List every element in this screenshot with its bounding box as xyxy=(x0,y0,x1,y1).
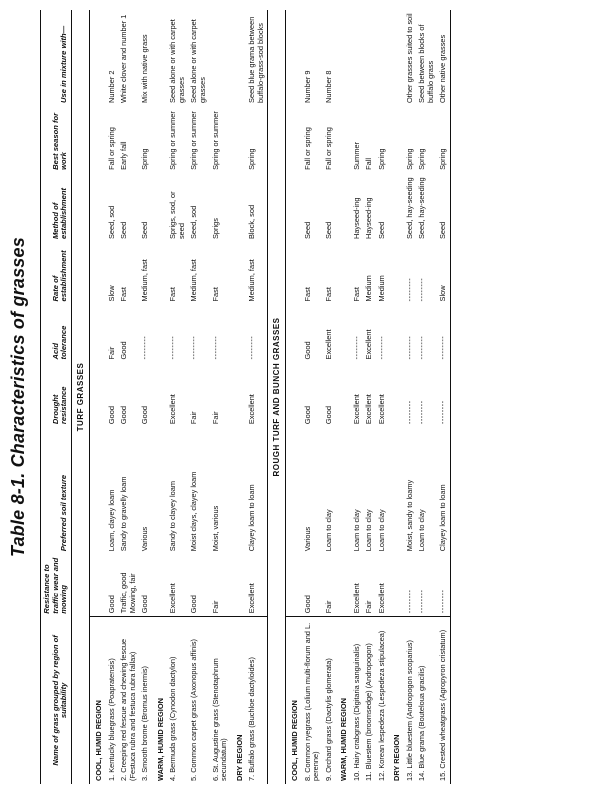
cell-traffic: Excellent xyxy=(376,583,386,614)
col-header-season: Best season for work xyxy=(41,106,72,173)
cell-acid: -------- xyxy=(210,335,220,360)
cell-acid: Good xyxy=(302,341,312,360)
table-row xyxy=(118,10,139,784)
col-header-soil: Preferred soil texture xyxy=(41,427,72,554)
region-row xyxy=(231,10,247,784)
table-row xyxy=(210,10,231,784)
table-row xyxy=(437,10,450,784)
table-row xyxy=(139,10,152,784)
cell-season: Fall xyxy=(364,157,374,170)
cell-rate: Fast xyxy=(302,287,312,302)
cell-traffic: -------- xyxy=(417,589,427,614)
cell-drought: Good xyxy=(106,406,116,425)
cell-drought: Excellent xyxy=(168,394,178,425)
cell-method: Sprigs xyxy=(210,218,220,240)
cell-season: Spring or summer xyxy=(210,111,220,170)
grass-name: 12. Korean lespedeza (Lespedeza stipulacea) xyxy=(376,617,389,784)
region-row xyxy=(335,10,351,784)
cell-season: Spring xyxy=(140,148,150,170)
cell-mixture: White clover and number 1 xyxy=(119,14,129,103)
region-label: WARM, HUMID REGION xyxy=(335,617,351,784)
grass-name: 6. St. Augustine grass (Stenotaphrum secundatum) xyxy=(210,617,231,784)
col-header-mixture: Use in mixture with— xyxy=(41,10,72,106)
grass-name: 5. Common carpet grass (Axonopus affinis) xyxy=(188,617,209,784)
cell-mixture xyxy=(363,10,376,106)
table-row xyxy=(351,10,364,784)
cell-drought: Good xyxy=(119,406,129,425)
cell-traffic: Traffic, good Mowing, fair xyxy=(119,572,137,614)
table-row xyxy=(188,10,209,784)
table-row xyxy=(416,10,437,784)
cell-rate: Medium, fast xyxy=(140,259,150,302)
grass-name: 3. Smooth brome (Bromus inermis) xyxy=(139,617,152,784)
cell-mixture: Other grasses suited to soil xyxy=(404,13,414,103)
cell-drought: Fair xyxy=(189,411,199,425)
cell-soil: Loam to clay xyxy=(376,509,386,552)
cell-traffic: Good xyxy=(140,595,150,614)
cell-rate: Medium, fast xyxy=(247,259,257,302)
cell-rate: Medium xyxy=(364,275,374,302)
cell-season: Spring xyxy=(417,148,427,170)
grass-name: 8. Common ryegrass (Lolium multi-florum and L. perenne) xyxy=(302,617,323,784)
grass-name: 7. Buffalo grass (Buchloe dactyloides) xyxy=(246,617,268,784)
section-turf: TURF GRASSES xyxy=(72,10,90,784)
cell-drought: Excellent xyxy=(247,394,257,425)
section-row xyxy=(72,10,90,784)
cell-drought: Fair xyxy=(210,411,220,425)
cell-method: Seed xyxy=(302,221,312,240)
cell-method: Seed, sod xyxy=(106,205,116,240)
cell-method: Hayseed-ing xyxy=(351,197,361,240)
cell-mixture: Number 8 xyxy=(323,70,333,103)
table-title: Table 8-1. Characteristics of grasses xyxy=(8,237,28,557)
table-row xyxy=(404,10,417,784)
table-row xyxy=(302,10,323,784)
cell-soil: Moist, sandy to loamy xyxy=(404,479,414,552)
grasses-table xyxy=(40,10,451,784)
cell-acid: -------- xyxy=(140,335,150,360)
cell-traffic: Excellent xyxy=(247,583,257,614)
col-header-name: Name of grass grouped by region of suitability xyxy=(41,617,72,784)
cell-method: Block, sod xyxy=(247,204,257,240)
table-row xyxy=(246,10,268,784)
cell-acid: Excellent xyxy=(364,329,374,360)
cell-soil: Various xyxy=(302,526,312,552)
region-row xyxy=(388,10,404,784)
cell-method: Seed xyxy=(140,221,150,240)
cell-acid: Good xyxy=(119,341,129,360)
header-row xyxy=(41,10,72,784)
cell-soil: Loam to clay xyxy=(323,509,333,552)
grass-name: 15. Crested wheatgrass (Agropyron cristatum) xyxy=(437,617,450,784)
cell-soil: Moist, various xyxy=(210,505,220,552)
cell-acid: -------- xyxy=(351,335,361,360)
col-header-acid: Acid tolerance xyxy=(41,304,72,362)
cell-traffic: -------- xyxy=(437,554,450,616)
cell-soil: Loam to clay xyxy=(417,509,427,552)
cell-drought: -------- xyxy=(404,400,414,425)
cell-method: Hayseed-ing xyxy=(364,197,374,240)
cell-traffic: Excellent xyxy=(168,583,178,614)
cell-mixture: Number 2 xyxy=(106,70,116,103)
cell-season: Early fall xyxy=(119,141,129,170)
cell-rate: Fast xyxy=(210,287,220,302)
cell-soil: Loam, clayey loam xyxy=(106,489,116,552)
cell-soil: Loam to clay xyxy=(351,509,361,552)
table-row xyxy=(376,10,389,784)
cell-acid: -------- xyxy=(417,335,427,360)
cell-method: Seed xyxy=(119,221,129,240)
cell-acid: -------- xyxy=(247,335,257,360)
cell-soil: Sandy to clayey loam xyxy=(168,481,178,552)
grass-name: 4. Bermuda grass (Cynodon dactylon) xyxy=(167,617,188,784)
cell-traffic: Fair xyxy=(323,600,333,614)
cell-drought: Excellent xyxy=(376,394,386,425)
table-row xyxy=(106,10,119,784)
region-row xyxy=(152,10,168,784)
cell-season: Spring xyxy=(404,148,414,170)
cell-acid: -------- xyxy=(168,335,178,360)
grass-name: 14. Blue grama (Bouteloua gracilis) xyxy=(416,617,437,784)
cell-method: Seed, hay-seeding xyxy=(404,177,414,240)
table-row xyxy=(167,10,188,784)
cell-season: Fall or spring xyxy=(302,127,312,170)
cell-drought: -------- xyxy=(417,400,427,425)
cell-traffic: Fair xyxy=(364,600,374,614)
grass-name: 1. Kentucky bluegrass (Poapratensis) xyxy=(106,617,119,784)
cell-acid: -------- xyxy=(437,304,450,362)
cell-drought: Good xyxy=(140,406,150,425)
cell-rate: Fast xyxy=(323,287,333,302)
cell-method: Seed xyxy=(437,173,450,242)
cell-mixture: Number 9 xyxy=(302,70,312,103)
cell-method: Seed xyxy=(376,221,386,240)
cell-rate: Fast xyxy=(119,287,129,302)
cell-mixture: Seed between blocks of buffalo grass xyxy=(417,24,435,103)
cell-method: Seed xyxy=(323,221,333,240)
cell-mixture xyxy=(210,10,231,106)
cell-acid: -------- xyxy=(189,335,199,360)
cell-soil: Clayey loam to loam xyxy=(437,427,450,554)
cell-traffic: Good xyxy=(302,595,312,614)
cell-rate: Fast xyxy=(168,287,178,302)
cell-method: Sprigs, sod, or seed xyxy=(168,191,186,240)
cell-soil: Loam to clay xyxy=(364,509,374,552)
cell-traffic: Excellent xyxy=(351,583,361,614)
cell-acid: -------- xyxy=(376,335,386,360)
grass-name: 9. Orchard grass (Dactylis glomerata) xyxy=(323,617,336,784)
cell-acid: Excellent xyxy=(323,329,333,360)
region-label: DRY REGION xyxy=(388,617,404,784)
cell-season: Summer xyxy=(351,141,361,170)
cell-soil: Various xyxy=(140,526,150,552)
cell-rate: -------- xyxy=(417,277,427,302)
cell-drought: Good xyxy=(323,406,333,425)
cell-acid: Fair xyxy=(106,346,116,360)
region-label: COOL, HUMID REGION xyxy=(90,617,106,784)
cell-method: Seed, sod xyxy=(189,205,199,240)
cell-traffic: -------- xyxy=(404,589,414,614)
section-row xyxy=(268,10,286,784)
cell-drought: Good xyxy=(302,406,312,425)
grass-name: 2. Creeping red fescue and chewing fescue (Festuca rubra and festuca rubra fallax) xyxy=(118,617,139,784)
cell-mixture xyxy=(351,10,364,106)
table-row xyxy=(363,10,376,784)
section-rough: ROUGH TURF AND BUNCH GRASSES xyxy=(268,10,286,784)
cell-method: Seed, hay-seeding xyxy=(417,177,427,240)
cell-rate: Slow xyxy=(106,285,116,302)
table-row xyxy=(323,10,336,784)
cell-season: Spring xyxy=(376,148,386,170)
cell-season: Spring xyxy=(247,148,257,170)
cell-mixture: Seed blue grama between buffalo-grass-sod blocks xyxy=(247,16,265,103)
col-header-drought: Drought resistance xyxy=(41,362,72,427)
cell-soil: Sandy to gravelly loam xyxy=(119,476,129,552)
cell-rate: Medium xyxy=(376,275,386,302)
cell-traffic: Good xyxy=(189,595,199,614)
cell-rate: -------- xyxy=(404,277,414,302)
cell-acid: -------- xyxy=(404,335,414,360)
region-row xyxy=(90,10,106,784)
cell-soil: Clayey loam to loam xyxy=(247,484,257,552)
cell-season: Fall or spring xyxy=(106,127,116,170)
cell-traffic: Good xyxy=(106,595,116,614)
col-header-traffic: Resistance to traffic wear and mowing xyxy=(41,554,72,616)
cell-traffic: Fair xyxy=(210,600,220,614)
grass-name: 13. Little bluestem (Andropogon scoparius) xyxy=(404,617,417,784)
cell-season: Spring or summer xyxy=(189,111,199,170)
cell-rate: Medium, fast xyxy=(189,259,199,302)
region-row xyxy=(286,10,302,784)
region-label: WARM, HUMID REGION xyxy=(152,617,168,784)
cell-drought: Excellent xyxy=(364,394,374,425)
cell-rate: Slow xyxy=(437,242,450,304)
region-label: COOL, HUMID REGION xyxy=(286,617,302,784)
cell-season: Spring xyxy=(437,106,450,173)
region-label: DRY REGION xyxy=(231,617,247,784)
cell-soil: Moist clays, clayey loam xyxy=(189,471,199,552)
cell-mixture: Mix with native grass xyxy=(140,34,150,103)
cell-drought: -------- xyxy=(437,362,450,427)
cell-rate: Fast xyxy=(351,287,361,302)
cell-season: Spring or summer xyxy=(168,111,178,170)
grass-name: 10. Hairy crabgrass (Digitaria sanguinalis) xyxy=(351,617,364,784)
cell-season: Fall or spring xyxy=(323,127,333,170)
grass-name: 11. Bluestem (broomsedge) (Andropogon) xyxy=(363,617,376,784)
col-header-rate: Rate of establishment xyxy=(41,242,72,304)
cell-drought: Excellent xyxy=(351,394,361,425)
cell-mixture: Other native grasses xyxy=(437,10,450,106)
cell-mixture: Seed alone or with carpet grasses xyxy=(168,19,186,103)
cell-mixture xyxy=(376,10,389,106)
cell-mixture: Seed alone or with carpet grasses xyxy=(189,19,207,103)
col-header-method: Method of establishment xyxy=(41,173,72,242)
